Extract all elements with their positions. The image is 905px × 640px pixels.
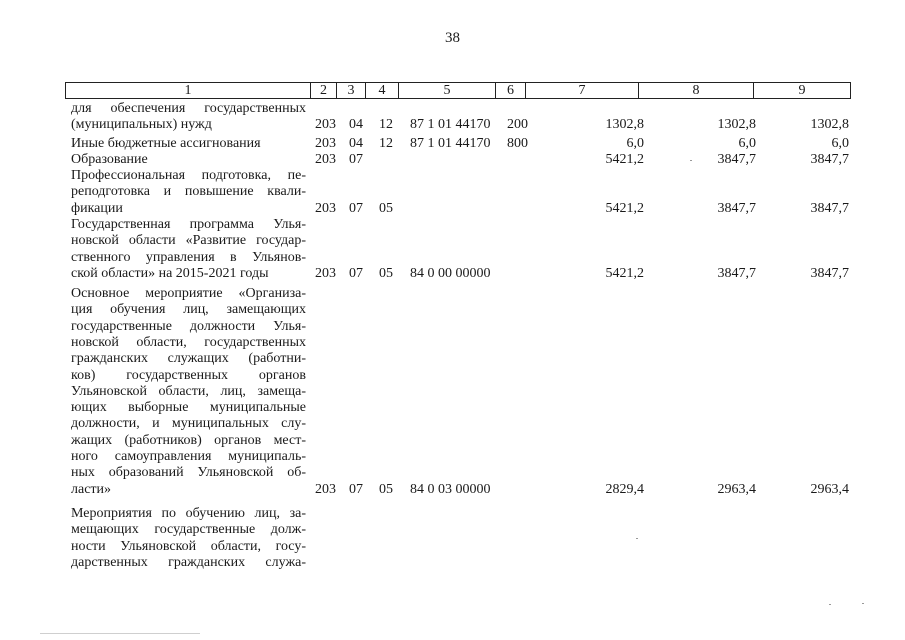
scan-speck bbox=[690, 160, 692, 161]
scan-speck bbox=[829, 604, 831, 605]
row-description-line: ственного управления в Ульянов- bbox=[71, 249, 306, 265]
row-description-line: Мероприятия по обучению лиц, за- bbox=[71, 506, 306, 521]
row-cell-c3: 04 bbox=[349, 117, 363, 133]
row-description-line: мещающих государственные долж- bbox=[71, 522, 306, 538]
row-cell-c4: 05 bbox=[379, 265, 393, 281]
header-col-5: 5 bbox=[399, 83, 496, 98]
row-description-line: для обеспечения государственных bbox=[71, 101, 306, 116]
row-cell-c3: 04 bbox=[349, 136, 363, 151]
row-description-line: государственные должности Улья- bbox=[71, 318, 306, 334]
row-description-line: Основное мероприятие «Организа- bbox=[71, 286, 306, 301]
header-col-6: 6 bbox=[496, 83, 526, 98]
row-description-line: Государственная программа Улья- bbox=[71, 217, 306, 232]
row-cell-c8: 2963,4 bbox=[717, 481, 756, 497]
row-description-line: новской области «Развитие государ- bbox=[71, 233, 306, 249]
header-col-8: 8 bbox=[639, 83, 754, 98]
row-cell-c4: 12 bbox=[379, 117, 393, 133]
row-cell-c9: 3847,7 bbox=[810, 152, 849, 167]
header-col-2: 2 bbox=[311, 83, 337, 98]
row-cell-c6: 800 bbox=[507, 136, 528, 151]
row-cell-c4: 05 bbox=[379, 200, 393, 216]
row-description-line: ного самоуправления муниципаль- bbox=[71, 449, 306, 464]
row-description-line: ющих выборные муниципальные bbox=[71, 400, 306, 416]
row-description-line: дарственных гражданских служа- bbox=[71, 554, 306, 570]
row-cell-c5: 87 1 01 44170 bbox=[410, 117, 491, 133]
row-cell-c7: 1302,8 bbox=[605, 117, 644, 133]
row-cell-c9: 3847,7 bbox=[810, 200, 849, 216]
row-description-line: Ульяновской области, лиц, замеща- bbox=[71, 383, 306, 399]
header-col-1: 1 bbox=[66, 83, 311, 98]
row-cell-c5: 84 0 00 00000 bbox=[410, 265, 491, 281]
row-cell-c4: 05 bbox=[379, 481, 393, 497]
row-cell-c8: 3847,7 bbox=[717, 200, 756, 216]
row-description-line: ласти» bbox=[71, 481, 112, 497]
row-cell-c8: 1302,8 bbox=[717, 117, 756, 133]
row-description-line: Профессиональная подготовка, пе- bbox=[71, 168, 306, 183]
row-cell-c2: 203 bbox=[315, 200, 336, 216]
row-cell-c3: 07 bbox=[349, 265, 363, 281]
row-cell-c7: 6,0 bbox=[626, 136, 644, 151]
row-cell-c9: 1302,8 bbox=[810, 117, 849, 133]
row-cell-c5: 87 1 01 44170 bbox=[410, 136, 491, 151]
header-col-9: 9 bbox=[798, 83, 806, 98]
row-cell-c3: 07 bbox=[349, 200, 363, 216]
row-cell-c2: 203 bbox=[315, 265, 336, 281]
row-description-line: ской области» на 2015-2021 годы bbox=[71, 265, 269, 281]
row-cell-c4: 12 bbox=[379, 136, 393, 151]
row-description-line: реподготовка и повышение квали- bbox=[71, 184, 306, 200]
row-cell-c2: 203 bbox=[315, 136, 336, 151]
row-cell-c2: 203 bbox=[315, 152, 336, 167]
row-cell-c5: 84 0 03 00000 bbox=[410, 481, 491, 497]
row-description-line: гражданских служащих (работни- bbox=[71, 351, 306, 367]
row-cell-c9: 3847,7 bbox=[810, 265, 849, 281]
row-cell-c2: 203 bbox=[315, 117, 336, 133]
row-description-line: новской области, государственных bbox=[71, 334, 306, 350]
page-number: 38 bbox=[445, 30, 460, 46]
row-cell-c2: 203 bbox=[315, 481, 336, 497]
row-cell-c8: 3847,7 bbox=[717, 265, 756, 281]
row-cell-c7: 5421,2 bbox=[605, 152, 644, 167]
row-description-line: фикации bbox=[71, 200, 123, 216]
row-cell-c3: 07 bbox=[349, 481, 363, 497]
row-description-line: (муниципальных) нужд bbox=[71, 117, 212, 133]
header-col-3: 3 bbox=[337, 83, 366, 98]
row-description-line: ных образований Ульяновской об- bbox=[71, 465, 306, 481]
row-description-line: жащих (работников) органов мест- bbox=[71, 432, 306, 448]
scan-speck bbox=[636, 538, 638, 539]
row-cell-c7: 2829,4 bbox=[605, 481, 644, 497]
row-cell-c8: 6,0 bbox=[738, 136, 756, 151]
header-col-4: 4 bbox=[366, 83, 399, 98]
row-cell-c7: 5421,2 bbox=[605, 200, 644, 216]
row-cell-c8: 3847,7 bbox=[717, 152, 756, 167]
scan-edge bbox=[40, 633, 200, 634]
row-cell-c3: 07 bbox=[349, 152, 363, 167]
row-cell-c7: 5421,2 bbox=[605, 265, 644, 281]
row-description-line: должности, и муниципальных слу- bbox=[71, 416, 306, 432]
row-description-line: ция обучения лиц, замещающих bbox=[71, 302, 306, 318]
row-cell-c9: 6,0 bbox=[831, 136, 849, 151]
scan-speck bbox=[862, 603, 864, 604]
row-cell-c9: 2963,4 bbox=[810, 481, 849, 497]
header-col-7: 7 bbox=[526, 83, 639, 98]
row-description-line: Иные бюджетные ассигнования bbox=[71, 136, 261, 151]
row-description-line: ности Ульяновской области, госу- bbox=[71, 538, 306, 554]
row-cell-c6: 200 bbox=[507, 117, 528, 133]
row-description-line: ков) государственных органов bbox=[71, 367, 306, 383]
row-description-line: Образование bbox=[71, 152, 148, 167]
